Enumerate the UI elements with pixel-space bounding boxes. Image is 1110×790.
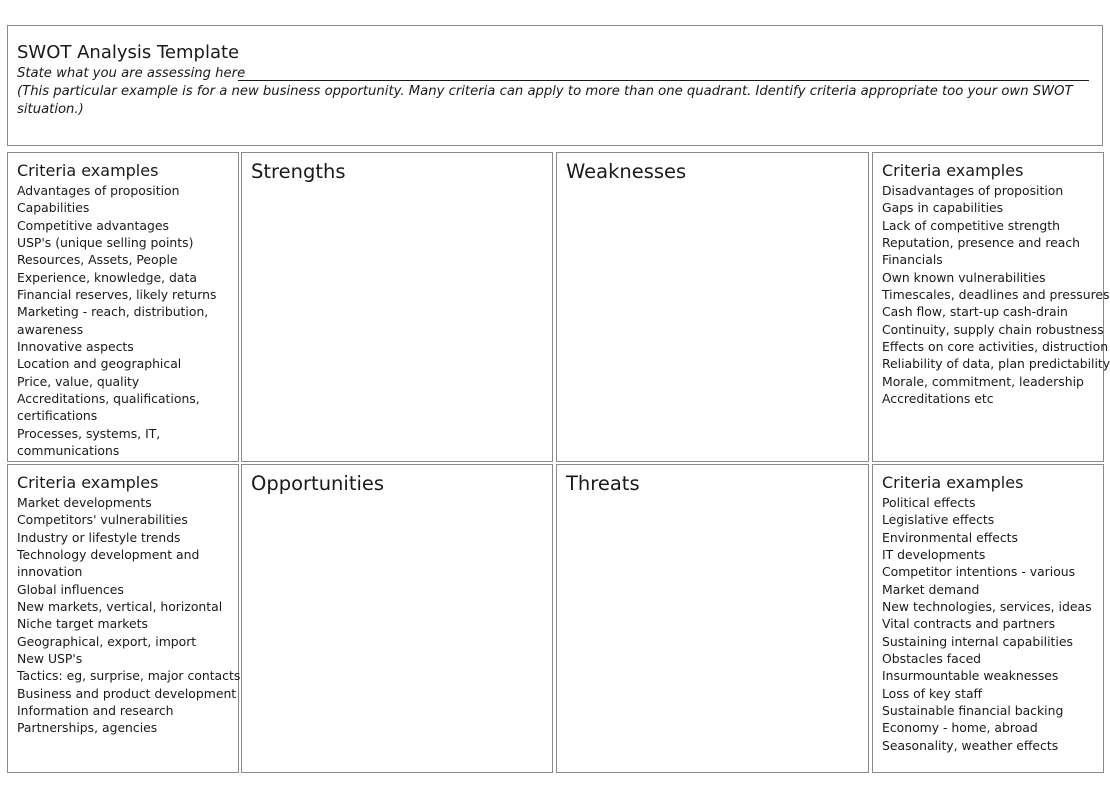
criteria-item: Experience, knowledge, data — [17, 269, 197, 285]
criteria-item: Capabilities — [17, 200, 90, 216]
criteria-item: USP's (unique selling points) — [17, 235, 194, 251]
criteria-item: Market developments — [17, 495, 152, 510]
criteria-title: Criteria examples — [882, 161, 1024, 180]
weaknesses-title: Weaknesses — [566, 160, 687, 183]
criteria-item: New technologies, services, ideas — [882, 599, 1092, 615]
criteria-item: Political effects — [882, 495, 976, 510]
criteria-item: New USP's — [17, 651, 83, 667]
opportunities-title: Opportunities — [251, 472, 385, 495]
weaknesses-box[interactable] — [556, 152, 869, 462]
criteria-item: Reliability of data, plan predictability — [882, 356, 1110, 372]
assess-input-line[interactable] — [238, 80, 1089, 81]
criteria-item: IT developments — [882, 547, 986, 563]
criteria-item: Accreditations etc — [882, 391, 994, 407]
criteria-item: Cash flow, start-up cash-drain — [882, 304, 1068, 320]
criteria-item: Financials — [882, 252, 943, 268]
page-title: SWOT Analysis Template — [17, 42, 240, 63]
criteria-item: Technology development and — [17, 547, 200, 563]
criteria-item: Processes, systems, IT, — [17, 425, 161, 441]
opportunities-criteria-cell — [7, 464, 239, 773]
criteria-item: communications — [17, 443, 120, 459]
weaknesses-criteria-cell — [872, 152, 1110, 462]
criteria-item: Effects on core activities, distruction — [882, 339, 1109, 355]
criteria-item: Legislative effects — [882, 512, 995, 528]
criteria-item: Resources, Assets, People — [17, 252, 178, 268]
assess-row — [17, 66, 1089, 82]
criteria-item: innovation — [17, 564, 83, 580]
header-box — [7, 25, 1103, 146]
criteria-item: Environmental effects — [882, 529, 1019, 545]
criteria-item: Advantages of proposition — [17, 183, 180, 198]
criteria-item: Partnerships, agencies — [17, 720, 158, 736]
criteria-item: Marketing - reach, distribution, — [17, 304, 209, 320]
criteria-item: Financial reserves, likely returns — [17, 287, 217, 303]
criteria-item: Sustaining internal capabilities — [882, 633, 1073, 649]
criteria-title: Criteria examples — [17, 161, 159, 180]
criteria-item: awareness — [17, 321, 84, 337]
criteria-item: Timescales, deadlines and pressures — [882, 287, 1110, 303]
criteria-item: Accreditations, qualifications, — [17, 391, 200, 407]
strengths-title: Strengths — [251, 160, 346, 183]
criteria-item: Business and product development — [17, 685, 237, 701]
criteria-item: Geographical, export, import — [17, 633, 197, 649]
criteria-item: New markets, vertical, horizontal — [17, 599, 223, 615]
criteria-item: Loss of key staff — [882, 685, 983, 701]
criteria-item: Location and geographical — [17, 356, 182, 372]
criteria-item: Innovative aspects — [17, 339, 134, 355]
criteria-item: Price, value, quality — [17, 373, 140, 389]
criteria-item: Disadvantages of proposition — [882, 183, 1064, 198]
criteria-item: Global influences — [17, 581, 124, 597]
criteria-item: Vital contracts and partners — [882, 616, 1056, 632]
strengths-criteria-list — [17, 182, 216, 460]
criteria-item: Economy - home, abroad — [882, 720, 1038, 736]
criteria-item: Tactics: eg, surprise, major contacts — [17, 668, 241, 684]
criteria-item: Insurmountable weaknesses — [882, 668, 1059, 684]
criteria-item: Continuity, supply chain robustness — [882, 321, 1104, 337]
strengths-box[interactable] — [241, 152, 553, 462]
criteria-item: Seasonality, weather effects — [882, 737, 1059, 753]
threats-title: Threats — [566, 472, 640, 495]
weaknesses-criteria-list — [882, 182, 1110, 407]
criteria-item: Obstacles faced — [882, 651, 982, 667]
assess-prompt: State what you are assessing here — [17, 66, 246, 81]
strengths-criteria-cell — [7, 152, 239, 462]
criteria-title: Criteria examples — [882, 473, 1024, 492]
intro-note: (This particular example is for a new business opportunity. Many criteria can apply to more than one quadrant. Identify criteria appropriate too your own SWOT situation.) — [17, 84, 1073, 117]
threats-criteria-list — [882, 494, 1092, 754]
opportunities-criteria-list — [17, 494, 240, 737]
criteria-item: Competitors' vulnerabilities — [17, 512, 188, 528]
criteria-item: Sustainable financial backing — [882, 703, 1064, 719]
threats-criteria-cell — [872, 464, 1104, 773]
criteria-item: Competitor intentions - various — [882, 564, 1076, 580]
criteria-item: certifications — [17, 408, 98, 424]
criteria-item: Industry or lifestyle trends — [17, 529, 181, 545]
criteria-item: Information and research — [17, 703, 174, 719]
threats-box[interactable] — [556, 464, 869, 773]
criteria-title: Criteria examples — [17, 473, 159, 492]
opportunities-box[interactable] — [241, 464, 553, 773]
criteria-item: Competitive advantages — [17, 217, 169, 233]
criteria-item: Market demand — [882, 581, 980, 597]
criteria-item: Own known vulnerabilities — [882, 269, 1046, 285]
criteria-item: Reputation, presence and reach — [882, 235, 1081, 251]
criteria-item: Gaps in capabilities — [882, 200, 1004, 216]
criteria-item: Niche target markets — [17, 616, 148, 632]
criteria-item: Morale, commitment, leadership — [882, 373, 1084, 389]
criteria-item: Lack of competitive strength — [882, 217, 1060, 233]
